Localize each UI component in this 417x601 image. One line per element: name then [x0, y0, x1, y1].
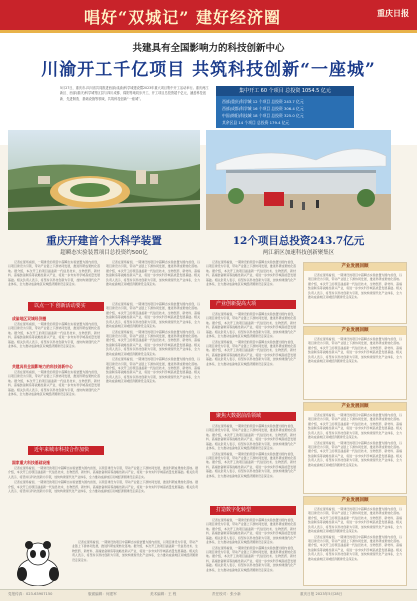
- body-column: 记者在现场看到，一期建设的项目中超瞬态实验装置为国内首创，以项目建设为引领，带动产业链上下游协同发展，推进科研成果转化落地。据介绍，本次开工的项目涵盖新一代信息技术、生物医药、新材料、高端装备制造等战略性新兴产业，将进一步夯实科学城高质量发展基础。相关负责人表示，将坚持以科技创新为引领，加快构建现代化产业体系，全力推动成渝地区双城经济圈建设走深走实。 记者在现场看到，一期建设的项目中超瞬态实验装置为国内首创，以项目建设为引领，带动产业链上下游协同发展，推进科研成果转化落地。据介绍，本次开工的项目涵盖新一代信息技术、生物医药、新材料、高端装备制造等战略性新兴产业，将进一步夯实科学城高质量发展基础。相关负责人表示，将坚持以科技创新为引领，加快构建现代化产业体系，全力推动成渝地区双城经济圈建设走深走实。 记者在现场看到，一期建设的项目中超瞬态实验装置为国内首创，以项目建设为引领，带动产业链上下游协同发展，推进科研成果转化落地。据介绍，本次开工的项目涵盖新一代信息技术、生物医药、新材料、高端装备制造等战略性新兴产业，将进一步夯实科学城高质量发展基础。相关负责人表示，将坚持以科技创新为引领，加快构建现代化产业体系，全力推动成渝地区双城经济圈建设走深走实。: [106, 302, 200, 384]
- body-column: 记者在现场看到，一期建设的项目中超瞬态实验装置为国内首创，以项目建设为引领，带动产业链上下游协同发展，推进科研成果转化落地。据介绍，本次开工的项目涵盖新一代信息技术、生物医药、新材料、高端装备制造等战略性新兴产业，将进一步夯实科学城高质量发展基础。相关负责人表示，将坚持以科技创新为引领，加快构建现代化产业体系，全力推动成渝地区双城经济圈建设走深走实。: [206, 260, 296, 287]
- kicker: 共建具有全国影响力的科技创新中心: [132, 43, 285, 54]
- footer-item: 版面编辑：何建军: [88, 592, 117, 596]
- infobox-row: 中国(绵阳)科技城 18 个项目 总投资 325.0 亿元: [222, 113, 304, 118]
- sidebar-head: 产业发展回顾: [304, 403, 406, 411]
- footer-item: 党报传真：023-63907150: [8, 592, 53, 596]
- right-story-title: 12个项目总投资243.7亿元: [232, 235, 365, 247]
- sidebar-block: [303, 496, 407, 586]
- body-column: 记者在现场看到，一期建设的项目中超瞬态实验装置为国内首创，以项目建设为引领，带动产业链上下游协同发展，推进科研成果转化落地。据介绍，本次开工的项目涵盖新一代信息技术、生物医药、新材料、高端装备制造等战略性新兴产业，将进一步夯实科学城高质量发展基础。相关负责人表示，将坚持以科技创新为引领，加快构建现代化产业体系，全力推动成渝地区双城经济圈建设走深走实。: [8, 322, 100, 349]
- lead-text: 5月27日，重庆市-四川省共同推进西部(成渝)科学城建设暨2023年重大项目集中开工活动举行。重庆两江新区、西部(重庆)科学城等区县与四川成都、绵阳等地同步开工，开工项目总投资超千亿元，涵盖科技创新、先进制造、基础设施等领域，共筑科技创新“一座城”。: [60, 86, 209, 101]
- footer-item: 美术编辑：王 程: [150, 592, 177, 596]
- lead-paragraph: [60, 86, 210, 102]
- sidebar-block: [303, 402, 407, 494]
- section-header: 聚焦大数据前沿领域: [210, 412, 296, 421]
- body-column: 记者在现场看到，一期建设的项目中超瞬态实验装置为国内首创，以项目建设为引领，带动产业链上下游协同发展，推进科研成果转化落地。据介绍，本次开工的项目涵盖新一代信息技术、生物医药、新材料、高端装备制造等战略性新兴产业，将进一步夯实科学城高质量发展基础。相关负责人表示，将坚持以科技创新为引领，加快构建现代化产业体系，全力推动成渝地区双城经济圈建设走深走实。 记者在现场看到，一期建设的项目中超瞬态实验装置为国内首创，以项目建设为引领，带动产业链上下游协同发展，推进科研成果转化落地。据介绍，本次开工的项目涵盖新一代信息技术、生物医药、新材料、高端装备制造等战略性新兴产业，将进一步夯实科学城高质量发展基础。相关负责人表示，将坚持以科技创新为引领，加快构建现代化产业体系，全力推动成渝地区双城经济圈建设走深走实。: [8, 466, 198, 494]
- panda-mascot-illustration: [8, 540, 68, 586]
- infobox-row: 其余区县 14 个项目 总投资 179.4 亿元: [222, 120, 290, 125]
- body-column: 记者在现场看到，一期建设的项目中超瞬态实验装置为国内首创，以项目建设为引领，带动产业链上下游协同发展，推进科研成果转化落地。据介绍，本次开工的项目涵盖新一代信息技术、生物医药、新材料、高端装备制造等战略性新兴产业，将进一步夯实科学城高质量发展基础。相关负责人表示，将坚持以科技创新为引领，加快构建现代化产业体系，全力推动成渝地区双城经济圈建设走深走实。: [8, 370, 100, 397]
- section-header: 打造数字化转型: [210, 506, 296, 515]
- page-footer: [0, 589, 417, 601]
- sidebar-block: [303, 262, 407, 324]
- left-story-title: 重庆开建首个大科学装置: [46, 235, 162, 247]
- sidebar-text: 记者在现场看到，一期建设的项目中超瞬态实验装置为国内首创，以项目建设为引领，带动产业链上下游协同发展，推进科研成果转化落地。据介绍，本次开工的项目涵盖新一代信息技术、生物医药、新材料、高端装备制造等战略性新兴产业，将进一步夯实科学城高质量发展基础。相关负责人表示，将坚持以科技创新为引领，加快构建现代化产业体系，全力推动成渝地区双城经济圈建设走深走实。: [308, 337, 402, 364]
- sidebar-text: 记者在现场看到，一期建设的项目中超瞬态实验装置为国内首创，以项目建设为引领，带动产业链上下游协同发展，推进科研成果转化落地。据介绍，本次开工的项目涵盖新一代信息技术、生物医药、新材料、高端装备制造等战略性新兴产业，将进一步夯实科学城高质量发展基础。相关负责人表示，将坚持以科技创新为引领，加快构建现代化产业体系，全力推动成渝地区双城经济圈建设走深走实。 记者在现场看到，一期建设的项目中超瞬态实验装置为国内首创，以项目建设为引领，带动产业链上下游协同发展，推进科研成果转化落地。据介绍，本次开工的项目涵盖新一代信息技术、生物医药、新材料、高端装备制造等战略性新兴产业，将进一步夯实科学城高质量发展基础。相关负责人表示，将坚持以科技创新为引领，加快构建现代化产业体系，全力推动成渝地区双城经济圈建设走深走实。: [308, 507, 402, 561]
- body-column: 记者在现场看到，一期建设的项目中超瞬态实验装置为国内首创，以项目建设为引领，带动产业链上下游协同发展，推进科研成果转化落地。据介绍，本次开工的项目涵盖新一代信息技术、生物医药、新材料、高端装备制造等战略性新兴产业，将进一步夯实科学城高质量发展基础。相关负责人表示，将坚持以科技创新为引领，加快构建现代化产业体系，全力推动成渝地区双城经济圈建设走深走实。: [72, 540, 198, 562]
- stadium-aerial-photo: [8, 130, 200, 230]
- sidebar-text: 记者在现场看到，一期建设的项目中超瞬态实验装置为国内首创，以项目建设为引领，带动产业链上下游协同发展，推进科研成果转化落地。据介绍，本次开工的项目涵盖新一代信息技术、生物医药、新材料、高端装备制造等战略性新兴产业，将进一步夯实科学城高质量发展基础。相关负责人表示，将坚持以科技创新为引领，加快构建现代化产业体系，全力推动成渝地区双城经济圈建设走深走实。 记者在现场看到，一期建设的项目中超瞬态实验装置为国内首创，以项目建设为引领，带动产业链上下游协同发展，推进科研成果转化落地。据介绍，本次开工的项目涵盖新一代信息技术、生物医药、新材料、高端装备制造等战略性新兴产业，将进一步夯实科学城高质量发展基础。相关负责人表示，将坚持以科技创新为引领，加快构建现代化产业体系，全力推动成渝地区双城经济圈建设走深走实。: [308, 413, 402, 467]
- footer-item: 责任校对：张小新: [212, 592, 241, 596]
- headline: 川渝开工千亿项目 共筑科技创新“一座城”: [41, 60, 376, 80]
- sidebar-head: 产业发展回顾: [304, 327, 406, 335]
- body-column: 记者在现场看到，一期建设的项目中超瞬态实验装置为国内首创，以项目建设为引领，带动产业链上下游协同发展，推进科研成果转化落地。据介绍，本次开工的项目涵盖新一代信息技术、生物医药、新材料、高端装备制造等战略性新兴产业，将进一步夯实科学城高质量发展基础。相关负责人表示，将坚持以科技创新为引领，加快构建现代化产业体系，全力推动成渝地区双城经济圈建设走深走实。 记者在现场看到，一期建设的项目中超瞬态实验装置为国内首创，以项目建设为引领，带动产业链上下游协同发展，推进科研成果转化落地。据介绍，本次开工的项目涵盖新一代信息技术、生物医药、新材料、高端装备制造等战略性新兴产业，将进一步夯实科学城高质量发展基础。相关负责人表示，将坚持以科技创新为引领，加快构建现代化产业体系，全力推动成渝地区双城经济圈建设走深走实。: [206, 312, 296, 366]
- plaza-render-photo: [206, 130, 391, 230]
- investment-infobox: [216, 86, 354, 128]
- right-story-subtitle: 两江新区加速科技创新聚集区: [262, 250, 335, 256]
- left-story-subtitle: 超瞬态实验装置项目总投资约500亿: [60, 250, 148, 256]
- subhead: 成渝地区双城经济圈: [12, 316, 47, 321]
- body-column: 记者在现场看到，一期建设的项目中超瞬态实验装置为国内首创，以项目建设为引领，带动产业链上下游协同发展，推进科研成果转化落地。据介绍，本次开工的项目涵盖新一代信息技术、生物医药、新材料、高端装备制造等战略性新兴产业，将进一步夯实科学城高质量发展基础。相关负责人表示，将坚持以科技创新为引领，加快构建现代化产业体系，全力推动成渝地区双城经济圈建设走深走实。: [8, 260, 100, 287]
- body-column: 记者在现场看到，一期建设的项目中超瞬态实验装置为国内首创，以项目建设为引领，带动产业链上下游协同发展，推进科研成果转化落地。据介绍，本次开工的项目涵盖新一代信息技术、生物医药、新材料、高端装备制造等战略性新兴产业，将进一步夯实科学城高质量发展基础。相关负责人表示，将坚持以科技创新为引领，加快构建现代化产业体系，全力推动成渝地区双城经济圈建设走深走实。 记者在现场看到，一期建设的项目中超瞬态实验装置为国内首创，以项目建设为引领，带动产业链上下游协同发展，推进科研成果转化落地。据介绍，本次开工的项目涵盖新一代信息技术、生物医药、新材料、高端装备制造等战略性新兴产业，将进一步夯实科学城高质量发展基础。相关负责人表示，将坚持以科技创新为引领，加快构建现代化产业体系，全力推动成渝地区双城经济圈建设走深走实。: [206, 518, 296, 572]
- footer-item: 重庆日报 2023年5月28日: [300, 592, 343, 596]
- subhead: 共建具有全国影响力的科技创新中心: [12, 364, 73, 369]
- section-header: 以点一下 创新活动要实: [28, 302, 104, 311]
- infobox-row: 西部(成都)科学城 16 个项目 总投资 306.4 亿元: [222, 106, 304, 111]
- subhead: 国家重大科技基础设施: [12, 460, 50, 465]
- banner-title: 唱好“双城记” 建好经济圈: [84, 8, 281, 27]
- sidebar-head: 产业发展回顾: [304, 263, 406, 271]
- sidebar-block: [303, 326, 407, 400]
- section-header: 近年来城市科技合作加快: [28, 446, 104, 455]
- banner-logo: 重庆日报: [377, 9, 409, 18]
- sidebar-text: 记者在现场看到，一期建设的项目中超瞬态实验装置为国内首创，以项目建设为引领，带动产业链上下游协同发展，推进科研成果转化落地。据介绍，本次开工的项目涵盖新一代信息技术、生物医药、新材料、高端装备制造等战略性新兴产业，将进一步夯实科学城高质量发展基础。相关负责人表示，将坚持以科技创新为引领，加快构建现代化产业体系，全力推动成渝地区双城经济圈建设走深走实。: [308, 273, 402, 300]
- infobox-head: 集中开工 60 个项目 总投资 1054.5 亿元: [216, 86, 354, 96]
- section-header: 产业创新提高大项: [210, 300, 296, 309]
- body-column: 记者在现场看到，一期建设的项目中超瞬态实验装置为国内首创，以项目建设为引领，带动产业链上下游协同发展，推进科研成果转化落地。据介绍，本次开工的项目涵盖新一代信息技术、生物医药、新材料、高端装备制造等战略性新兴产业，将进一步夯实科学城高质量发展基础。相关负责人表示，将坚持以科技创新为引领，加快构建现代化产业体系，全力推动成渝地区双城经济圈建设走深走实。 记者在现场看到，一期建设的项目中超瞬态实验装置为国内首创，以项目建设为引领，带动产业链上下游协同发展，推进科研成果转化落地。据介绍，本次开工的项目涵盖新一代信息技术、生物医药、新材料、高端装备制造等战略性新兴产业，将进一步夯实科学城高质量发展基础。相关负责人表示，将坚持以科技创新为引领，加快构建现代化产业体系，全力推动成渝地区双城经济圈建设走深走实。: [206, 424, 296, 478]
- sidebar-head: 产业发展回顾: [304, 497, 406, 505]
- infobox-row: 西部(重庆)科学城 12 个项目 总投资 243.7 亿元: [222, 99, 304, 104]
- body-column: 记者在现场看到，一期建设的项目中超瞬态实验装置为国内首创，以项目建设为引领，带动产业链上下游协同发展，推进科研成果转化落地。据介绍，本次开工的项目涵盖新一代信息技术、生物医药、新材料、高端装备制造等战略性新兴产业，将进一步夯实科学城高质量发展基础。相关负责人表示，将坚持以科技创新为引领，加快构建现代化产业体系，全力推动成渝地区双城经济圈建设走深走实。: [106, 260, 200, 287]
